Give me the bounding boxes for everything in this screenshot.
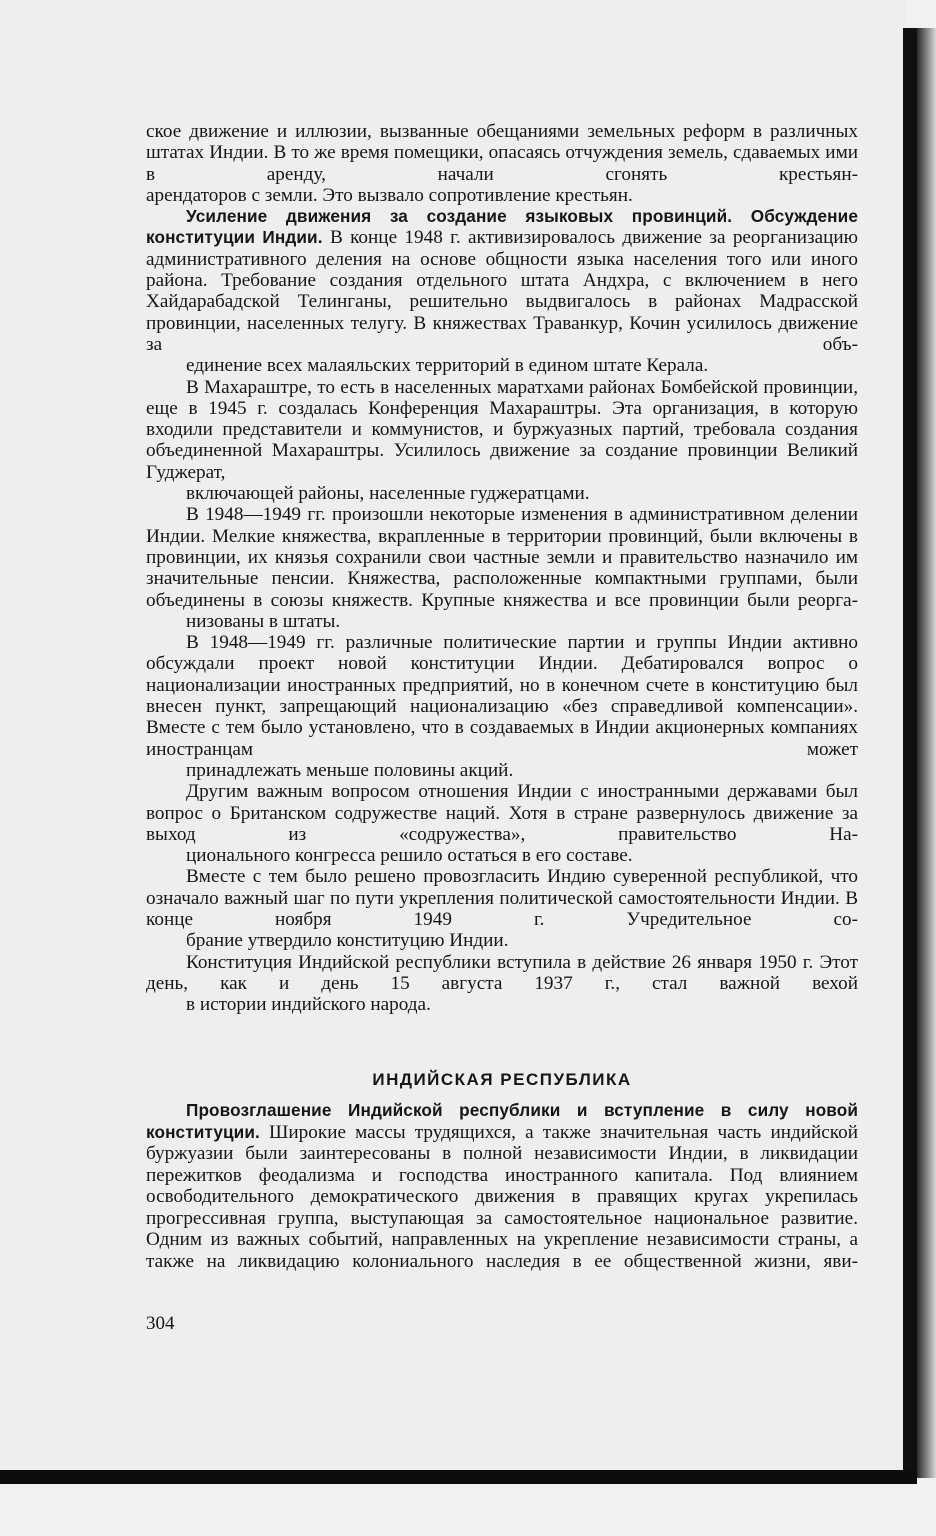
paragraph-4-last-line: низованы в штаты. [186, 610, 341, 632]
paragraph-2-last-line: единение всех малаяльских территорий в едином штате Керала. [186, 355, 709, 377]
paragraph-4 [146, 504, 858, 632]
paragraph-9-text: Широкие массы трудящихся, а также значительная часть индийской буржуазии были заинтересованы в полной независимости Индии, в ликвидации пережитков феодализма и господства иностранного капитала. Под влиянием освободительного демократического движения в правящих кругах укрепилась прогрессивная группа, выступающая за самостоятельное национальное развитие. Одним из важных событий, направленных на укрепление независимости страны, а также на ликвидацию колониального наследия в ее общественной жизни, яви- [146, 1121, 858, 1272]
paragraph-3-text: В Махараштре, то есть в населенных маратхами районах Бомбейской провинции, еще в 1945 г. создалась Конференция Махараштры. Эта организация, в которую входили представители и коммунистов, и буржуазных партий, требовала создания объединенной Махараштры. Усилилось движение за создание провинции Великий Гуджерат, [146, 376, 858, 483]
paragraph-4-text: В 1948—1949 гг. произошли некоторые изменения в административном делении Индии. Мелкие княжества, вкрапленные в территории провинций, были включены в провинции, их князья сохранили свои частные земли и правительство назначило им значительные пенсии. Княжества, расположенные компактными группами, были объединены в союзы княжеств. Крупные княжества и все провинции были реорга- [146, 504, 858, 611]
paragraph-6-text: Другим важным вопросом отношения Индии с иностранными державами был вопрос о Британском содружестве наций. Хотя в стране развернулось движение за выход из «содружества», правительство На- [146, 781, 858, 845]
paragraph-7-text: Вместе с тем было решено провозгласить Индию суверенной республикой, что означало важный шаг по пути укрепления политической самостоятельности Индии. В конце ноября 1949 г. Учредительное со- [146, 866, 858, 930]
paragraph-1-text: ское движение и иллюзии, вызванные обещаниями земельных реформ в различных штатах Индии. В то же время помещики, опасаясь отчуждения земель, сдаваемых ими в аренду, начали сгонять крестьян- [146, 121, 858, 185]
paragraph-1-last-line: арендаторов с земли. Это вызвало сопротивление крестьян. [146, 184, 633, 206]
body-text-bottom [146, 1100, 858, 1272]
paragraph-6-last-line: ционального конгресса решило остаться в его составе. [186, 845, 633, 867]
paragraph-7 [146, 866, 858, 951]
subsection-lead-languages: Усиление движения за создание языковых провинций. Обсуждение конституции Индии. [146, 206, 858, 248]
binding-shadow-right [903, 28, 917, 1478]
paragraph-5 [146, 632, 858, 781]
paragraph-2 [146, 206, 858, 376]
paragraph-8-text: Конституция Индийской республики вступила в действие 26 января 1950 г. Этот день, как и день 15 августа 1937 г., стал важной вехой [146, 951, 858, 994]
paragraph-3 [146, 377, 858, 505]
paragraph-1 [146, 121, 858, 206]
paragraph-8-last-line: в истории индийского народа. [186, 994, 431, 1016]
paragraph-8 [146, 952, 858, 1016]
paragraph-5-text: В 1948—1949 гг. различные политические партии и группы Индии активно обсуждали проект новой конституции Индии. Дебатировался вопрос о национализации иностранных предприятий, но в конечном счете в конституцию был внесен пункт, запрещающий национализацию «без справедливой компенсации». Вместе с тем было установлено, что в создаваемых в Индии акционерных компаниях иностранцам может [146, 632, 858, 760]
body-text-top [146, 121, 858, 1015]
page-number: 304 [146, 1313, 175, 1334]
page-edge-bottom [0, 1470, 917, 1484]
paragraph-9 [146, 1100, 858, 1272]
section-heading: ИНДИЙСКАЯ РЕСПУБЛИКА [372, 1070, 632, 1089]
paragraph-2-text: В конце 1948 г. активизировалось движение за реорганизацию административного деления на основе общности языка населения того или иного района. Требование создания отдельного штата Андхра, с включением в него Хайдарабадской Телинганы, решительно выдвигалось в районах Мадрасской провинции, населенных телугу. В княжествах Траванкур, Кочин усилилось движение за объ- [146, 227, 859, 355]
paragraph-3-last-line: включающей районы, населенные гуджератцами. [186, 483, 590, 505]
subsection-lead-republic: Провозглашение Индийской республики и вступление в силу новой конституции. [146, 1100, 858, 1142]
paragraph-6 [146, 781, 858, 866]
binding-shadow-right-fade [917, 28, 936, 1478]
paragraph-7-last-line: брание утвердило конституцию Индии. [186, 930, 509, 952]
paragraph-5-last-line: принадлежать меньше половины акций. [186, 759, 514, 781]
